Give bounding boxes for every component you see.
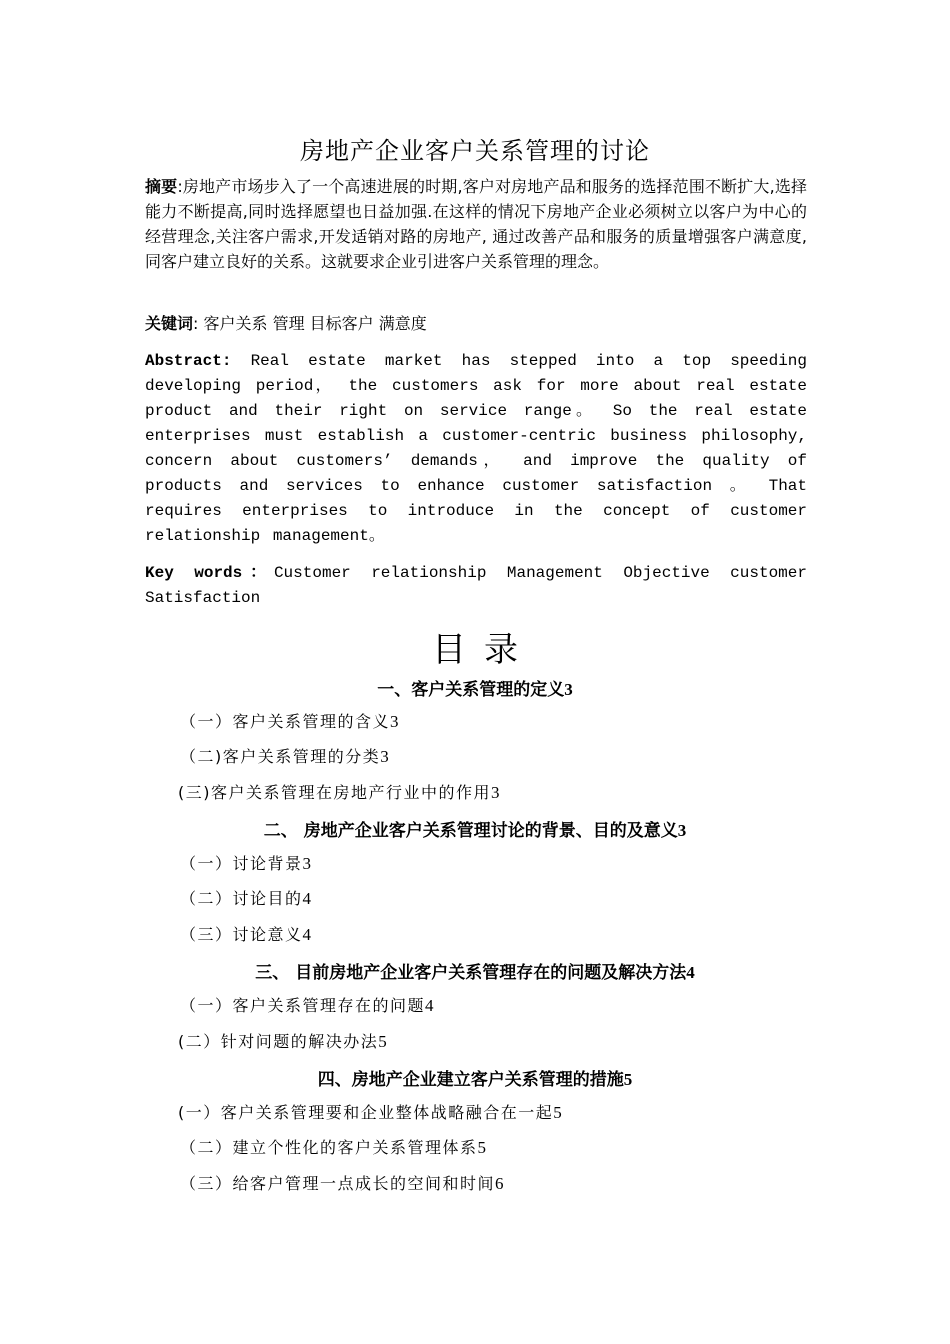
toc-entry-text: （三）讨论意义 [180,925,303,944]
toc-entry-page: 4 [686,963,695,982]
toc-entry-1-1[interactable] [180,709,399,732]
toc-entry-3-1[interactable] [180,993,434,1016]
toc-entry-page: 4 [302,925,312,944]
toc-entry-1-3[interactable] [178,780,500,803]
toc-entry-page: 5 [553,1103,562,1122]
abstract-en-text: Real estate market has stepped into a top speeding developing period， the customers ask for more about real estate product and their right on service range。 So the real estate enterprises must establish a customer-centric business philosophy, concern about customers’ demands， and improve the quality of products and services to enhance customer satisfaction 。 That requires enterprises to introduce in the concept of customer relationship management。 [145,352,808,545]
toc-entry-page: 4 [302,889,312,908]
keywords-cn [145,311,807,336]
toc-entry-2-3[interactable] [180,922,311,945]
abstract-cn-separator: : [177,177,183,196]
toc-entry-text: 一、客户关系管理的定义 [377,680,565,700]
toc-entry-text: 三、 目前房地产企业客户关系管理存在的问题及解决方法 [255,963,687,983]
toc-entry-page: 3 [677,821,687,840]
toc-entry-1[interactable] [0,675,950,700]
toc-entry-page: 4 [425,996,434,1015]
keywords-cn-separator: : [193,314,204,333]
keywords-cn-label: 关键词 [145,314,194,333]
toc-entry-page: 5 [623,1070,633,1089]
toc-entry-3[interactable] [0,958,950,983]
toc-entry-page: 5 [477,1138,487,1157]
toc-entry-page: 3 [302,854,312,873]
toc-entry-text: (一）客户关系管理要和企业整体战略融合在一起 [178,1103,554,1122]
abstract-cn-text: 房地产市场步入了一个高速进展的时期,客户对房地产品和服务的选择范围不断扩大,选择能力不断提高,同时选择愿望也日益加强.在这样的情况下房地产企业必须树立以客户为中心的经营理念,关注客户需求,开发适销对路的房地产, 通过改善产品和服务的质量增强客户满意度,同客户建立良好的关系。这就要求企业引进客户关系管理的理念。 [145,177,807,271]
abstract-en-label: Abstract [145,352,222,370]
toc-entry-text: （二）建立个性化的客户关系管理体系 [180,1138,478,1157]
toc-entry-page: 3 [564,680,573,699]
keywords-en [145,561,807,611]
toc-entry-2[interactable] [0,816,950,841]
keywords-en-text: Customer relationship Management Objective customer Satisfaction [145,564,807,607]
toc-entry-text: (三)客户关系管理在房地产行业中的作用 [178,783,491,802]
toc-entry-text: （一）讨论背景 [180,854,303,873]
toc-entry-text: （一）客户关系管理存在的问题 [180,996,426,1015]
toc-title: 目录 [432,630,536,670]
keywords-en-label: Key words [145,564,243,582]
toc-entry-page: 6 [495,1174,504,1193]
abstract-cn-label: 摘要 [145,177,178,196]
toc-entry-1-2[interactable] [180,744,389,767]
toc-entry-text: （一）客户关系管理的含义 [180,712,391,731]
abstract-en-separator: : [221,352,251,370]
document-title: 房地产企业客户关系管理的讨论 [300,137,650,165]
toc-entry-text: (二）针对问题的解决办法 [178,1032,379,1051]
toc-entry-text: （二)客户关系管理的分类 [180,747,381,766]
keywords-en-separator: ： [242,564,274,582]
toc-entry-text: （二）讨论目的 [180,889,303,908]
toc-entry-page: 3 [390,712,399,731]
keywords-cn-text: 客户关系 管理 目标客户 满意度 [203,314,427,333]
toc-entry-text: 四、房地产企业建立客户关系管理的措施 [317,1070,624,1090]
toc-entry-page: 3 [491,783,500,802]
toc-entry-text: 二、 房地产企业客户关系管理讨论的背景、目的及意义 [263,821,678,841]
toc-entry-2-1[interactable] [180,851,311,874]
abstract-en [145,349,807,549]
toc-entry-4-1[interactable] [178,1100,562,1123]
toc-entry-4-3[interactable] [180,1171,504,1194]
toc-entry-3-2[interactable] [178,1029,387,1052]
toc-entry-text: （三）给客户管理一点成长的空间和时间 [180,1174,496,1193]
toc-entry-page: 3 [380,747,389,766]
toc-entry-2-2[interactable] [180,886,311,909]
abstract-cn [145,174,807,274]
toc-entry-4-2[interactable] [180,1135,486,1158]
toc-entry-4[interactable] [0,1065,950,1090]
toc-entry-page: 5 [378,1032,387,1051]
